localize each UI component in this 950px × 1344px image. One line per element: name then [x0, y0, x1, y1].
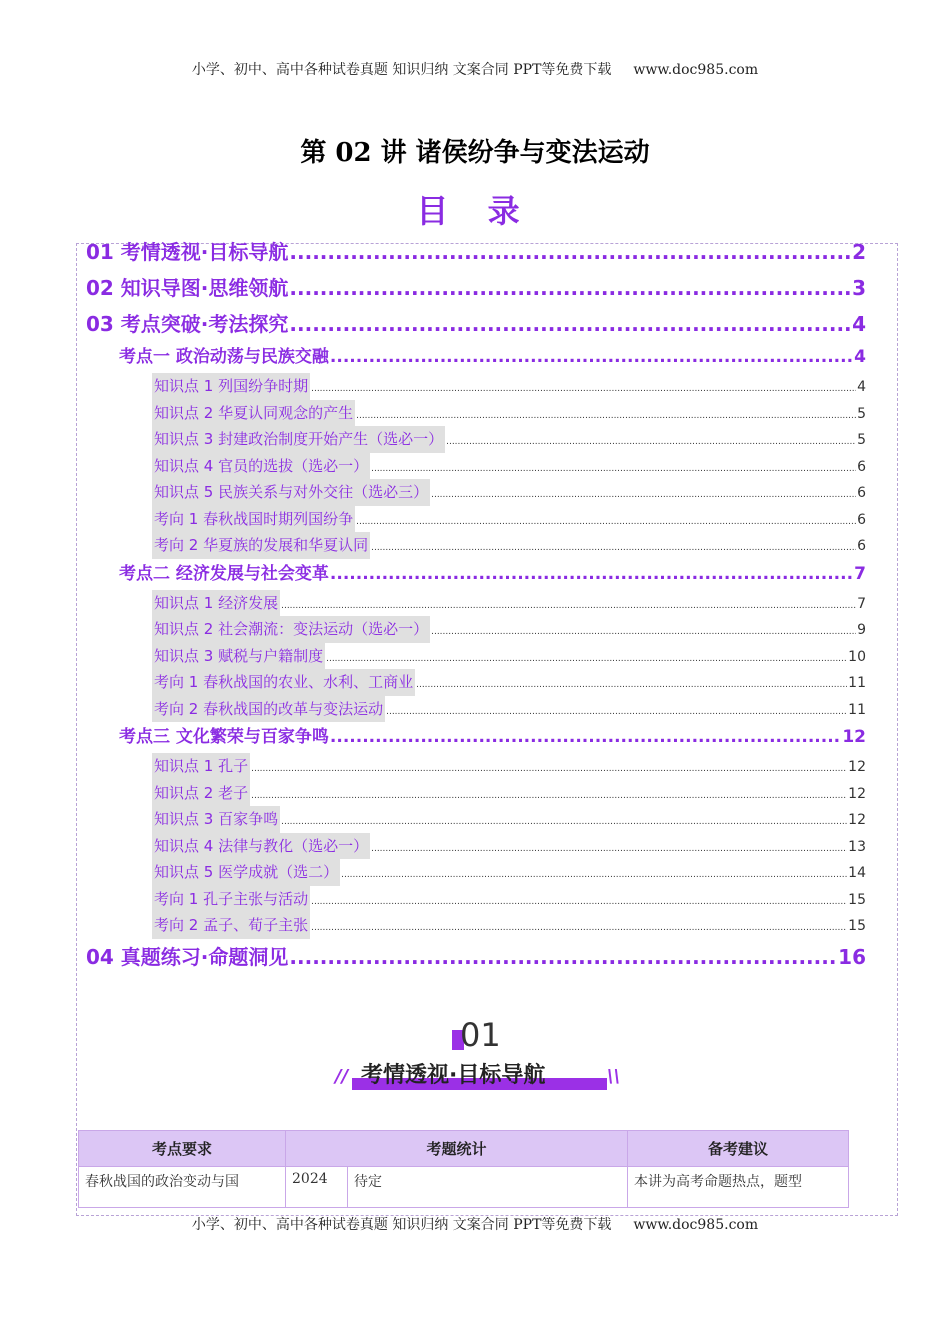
toc-entry-label: 考向 2 春秋战国的改革与变法运动: [152, 696, 385, 723]
toc-entry-label: 知识点 3 赋税与户籍制度: [152, 643, 325, 670]
toc-entry-label: 知识点 4 法律与教化（选必一）: [152, 833, 370, 860]
toc-leader-dots: [251, 756, 847, 783]
toc-entry-label: 01 考情透视·目标导航: [86, 240, 289, 264]
toc-entry-label: 02 知识导图·思维领航: [86, 276, 289, 300]
toc-leader-dots: [289, 270, 851, 306]
toc-entry-page: 11: [848, 701, 866, 718]
toc-leader-dots: [289, 939, 837, 975]
toc-entry-label: 03 考点突破·考法探究: [86, 312, 289, 336]
toc-entry[interactable]: [86, 532, 866, 559]
section-number-badge: [452, 1016, 532, 1056]
table-header-cell: 考点要求: [79, 1131, 286, 1167]
toc-leader-dots: [371, 836, 847, 863]
toc-entry-page: 3: [852, 276, 866, 300]
toc-entry[interactable]: [86, 886, 866, 913]
toc-entry[interactable]: [86, 373, 866, 400]
toc-entry[interactable]: [86, 506, 866, 533]
toc-entry-label: 知识点 3 封建政治制度开始产生（选必一）: [152, 426, 445, 453]
toc-entry-page: 4: [857, 379, 866, 395]
toc-entry-label: 知识点 1 孔子: [152, 753, 250, 780]
toc-entry[interactable]: [86, 559, 866, 590]
toc-entry[interactable]: [86, 780, 866, 807]
toc-entry[interactable]: [86, 342, 866, 373]
toc-entry-label: 知识点 2 华夏认同观念的产生: [152, 400, 355, 427]
toc-entry-page: 2: [852, 240, 866, 264]
toc-entry-label: 考向 1 春秋战国时期列国纷争: [152, 506, 355, 533]
toc-entry-label: 知识点 4 官员的选拔（选必一）: [152, 453, 370, 480]
section-number: 01: [460, 1016, 501, 1054]
toc-entry-label: 考向 1 春秋战国的农业、水利、工商业: [152, 669, 415, 696]
toc-leader-dots: [289, 306, 851, 342]
toc-entry[interactable]: [86, 426, 866, 453]
toc-entry[interactable]: [86, 833, 866, 860]
toc-entry-page: 6: [857, 458, 866, 475]
toc-entry[interactable]: [86, 722, 866, 753]
table-header-cell: 备考建议: [628, 1131, 849, 1167]
toc-leader-dots: [330, 722, 841, 753]
toc-entry[interactable]: [86, 643, 866, 670]
toc-entry-page: 15: [848, 891, 866, 908]
section-left-decoration: //: [335, 1066, 349, 1087]
toc-entry-label: 考向 2 孟子、荀子主张: [152, 912, 310, 939]
toc-entry[interactable]: [86, 234, 866, 270]
toc-leader-dots: [289, 234, 851, 270]
toc-entry-page: 12: [842, 727, 866, 747]
toc-leader-dots: [356, 509, 856, 536]
toc-entry-label: 知识点 5 民族关系与对外交往（选必三）: [152, 479, 430, 506]
toc-entry-label: 知识点 5 医学成就（选二）: [152, 859, 340, 886]
toc-leader-dots: [330, 559, 853, 590]
toc-entry[interactable]: [86, 859, 866, 886]
toc-entry[interactable]: [86, 939, 866, 975]
table-cell: 春秋战国的政治变动与国: [79, 1167, 286, 1208]
footer-site[interactable]: www.doc985.com: [633, 1217, 759, 1233]
document-title: 第 02 讲 诸侯纷争与变法运动: [300, 138, 650, 168]
toc-entry[interactable]: [86, 453, 866, 480]
toc-entry[interactable]: [86, 400, 866, 427]
toc-entry[interactable]: [86, 912, 866, 939]
toc-leader-dots: [416, 672, 847, 699]
toc-entry-page: 16: [838, 944, 866, 969]
table-row: [79, 1167, 849, 1208]
toc-entry[interactable]: [86, 270, 866, 306]
header-text: 小学、初中、高中各种试卷真题 知识归纳 文案合同 PPT等免费下载: [191, 62, 612, 78]
table-of-contents: [86, 234, 866, 975]
toc-entry-page: 12: [848, 759, 866, 775]
toc-entry-page: 12: [848, 785, 866, 802]
toc-entry-page: 5: [857, 405, 866, 422]
page-header: [0, 59, 950, 79]
toc-entry-page: 6: [857, 538, 866, 554]
toc-entry-label: 考点三 文化繁荣与百家争鸣: [119, 727, 329, 747]
toc-entry-page: 4: [854, 347, 866, 367]
section-title: 考情透视·目标导航: [361, 1063, 546, 1088]
toc-entry-page: 12: [848, 812, 866, 828]
toc-leader-dots: [446, 429, 856, 456]
toc-entry-page: 7: [854, 563, 866, 584]
toc-entry-page: 7: [857, 595, 866, 612]
toc-entry-page: 4: [852, 312, 866, 336]
toc-entry-label: 知识点 3 百家争鸣: [152, 806, 280, 833]
header-site[interactable]: www.doc985.com: [633, 62, 759, 78]
toc-entry-page: 13: [848, 838, 866, 855]
page-footer: [0, 1214, 950, 1234]
table-header-row: [79, 1131, 849, 1167]
toc-leader-dots: [311, 376, 856, 403]
toc-entry-label: 知识点 2 老子: [152, 780, 250, 807]
toc-entry[interactable]: [86, 669, 866, 696]
toc-entry[interactable]: [86, 696, 866, 723]
toc-entry[interactable]: [86, 753, 866, 780]
toc-entry[interactable]: [86, 306, 866, 342]
toc-leader-dots: [431, 482, 856, 509]
toc-entry[interactable]: [86, 479, 866, 506]
table-header-cell: 考题统计: [286, 1131, 628, 1167]
toc-entry-page: 6: [857, 485, 866, 501]
toc-entry-label: 知识点 1 列国纷争时期: [152, 373, 310, 400]
footer-text: 小学、初中、高中各种试卷真题 知识归纳 文案合同 PPT等免费下载: [191, 1217, 612, 1233]
toc-leader-dots: [341, 862, 847, 889]
toc-entry-label: 考向 1 孔子主张与活动: [152, 886, 310, 913]
section-right-decoration: \\: [607, 1066, 621, 1087]
toc-title: 目 录: [416, 192, 534, 230]
toc-leader-dots: [371, 456, 856, 483]
toc-entry-page: 15: [848, 918, 866, 934]
toc-entry-page: 6: [857, 511, 866, 528]
toc-entry-label: 考点一 政治动荡与民族交融: [119, 347, 329, 367]
toc-entry[interactable]: [86, 590, 866, 617]
requirements-table: [78, 1130, 849, 1208]
toc-leader-dots: [431, 619, 856, 646]
toc-entry-page: 10: [848, 648, 866, 665]
toc-entry-page: 9: [857, 622, 866, 638]
toc-entry-label: 04 真题练习·命题洞见: [86, 944, 289, 969]
toc-leader-dots: [330, 342, 853, 373]
toc-entry-page: 5: [857, 432, 866, 448]
section-heading: [335, 1056, 625, 1092]
toc-entry-page: 11: [848, 675, 866, 691]
table-cell: 待定: [348, 1167, 628, 1208]
toc-leader-dots: [251, 783, 847, 810]
toc-entry-label: 考向 2 华夏族的发展和华夏认同: [152, 532, 370, 559]
toc-entry-label: 知识点 2 社会潮流：变法运动（选必一）: [152, 616, 430, 643]
toc-entry[interactable]: [86, 806, 866, 833]
toc-leader-dots: [311, 889, 847, 916]
toc-entry-page: 14: [848, 865, 866, 881]
table-cell: 本讲为高考命题热点，题型: [628, 1167, 849, 1208]
toc-entry-label: 知识点 1 经济发展: [152, 590, 280, 617]
table-cell: 2024: [286, 1167, 348, 1208]
toc-entry[interactable]: [86, 616, 866, 643]
toc-entry-label: 考点二 经济发展与社会变革: [119, 563, 329, 584]
